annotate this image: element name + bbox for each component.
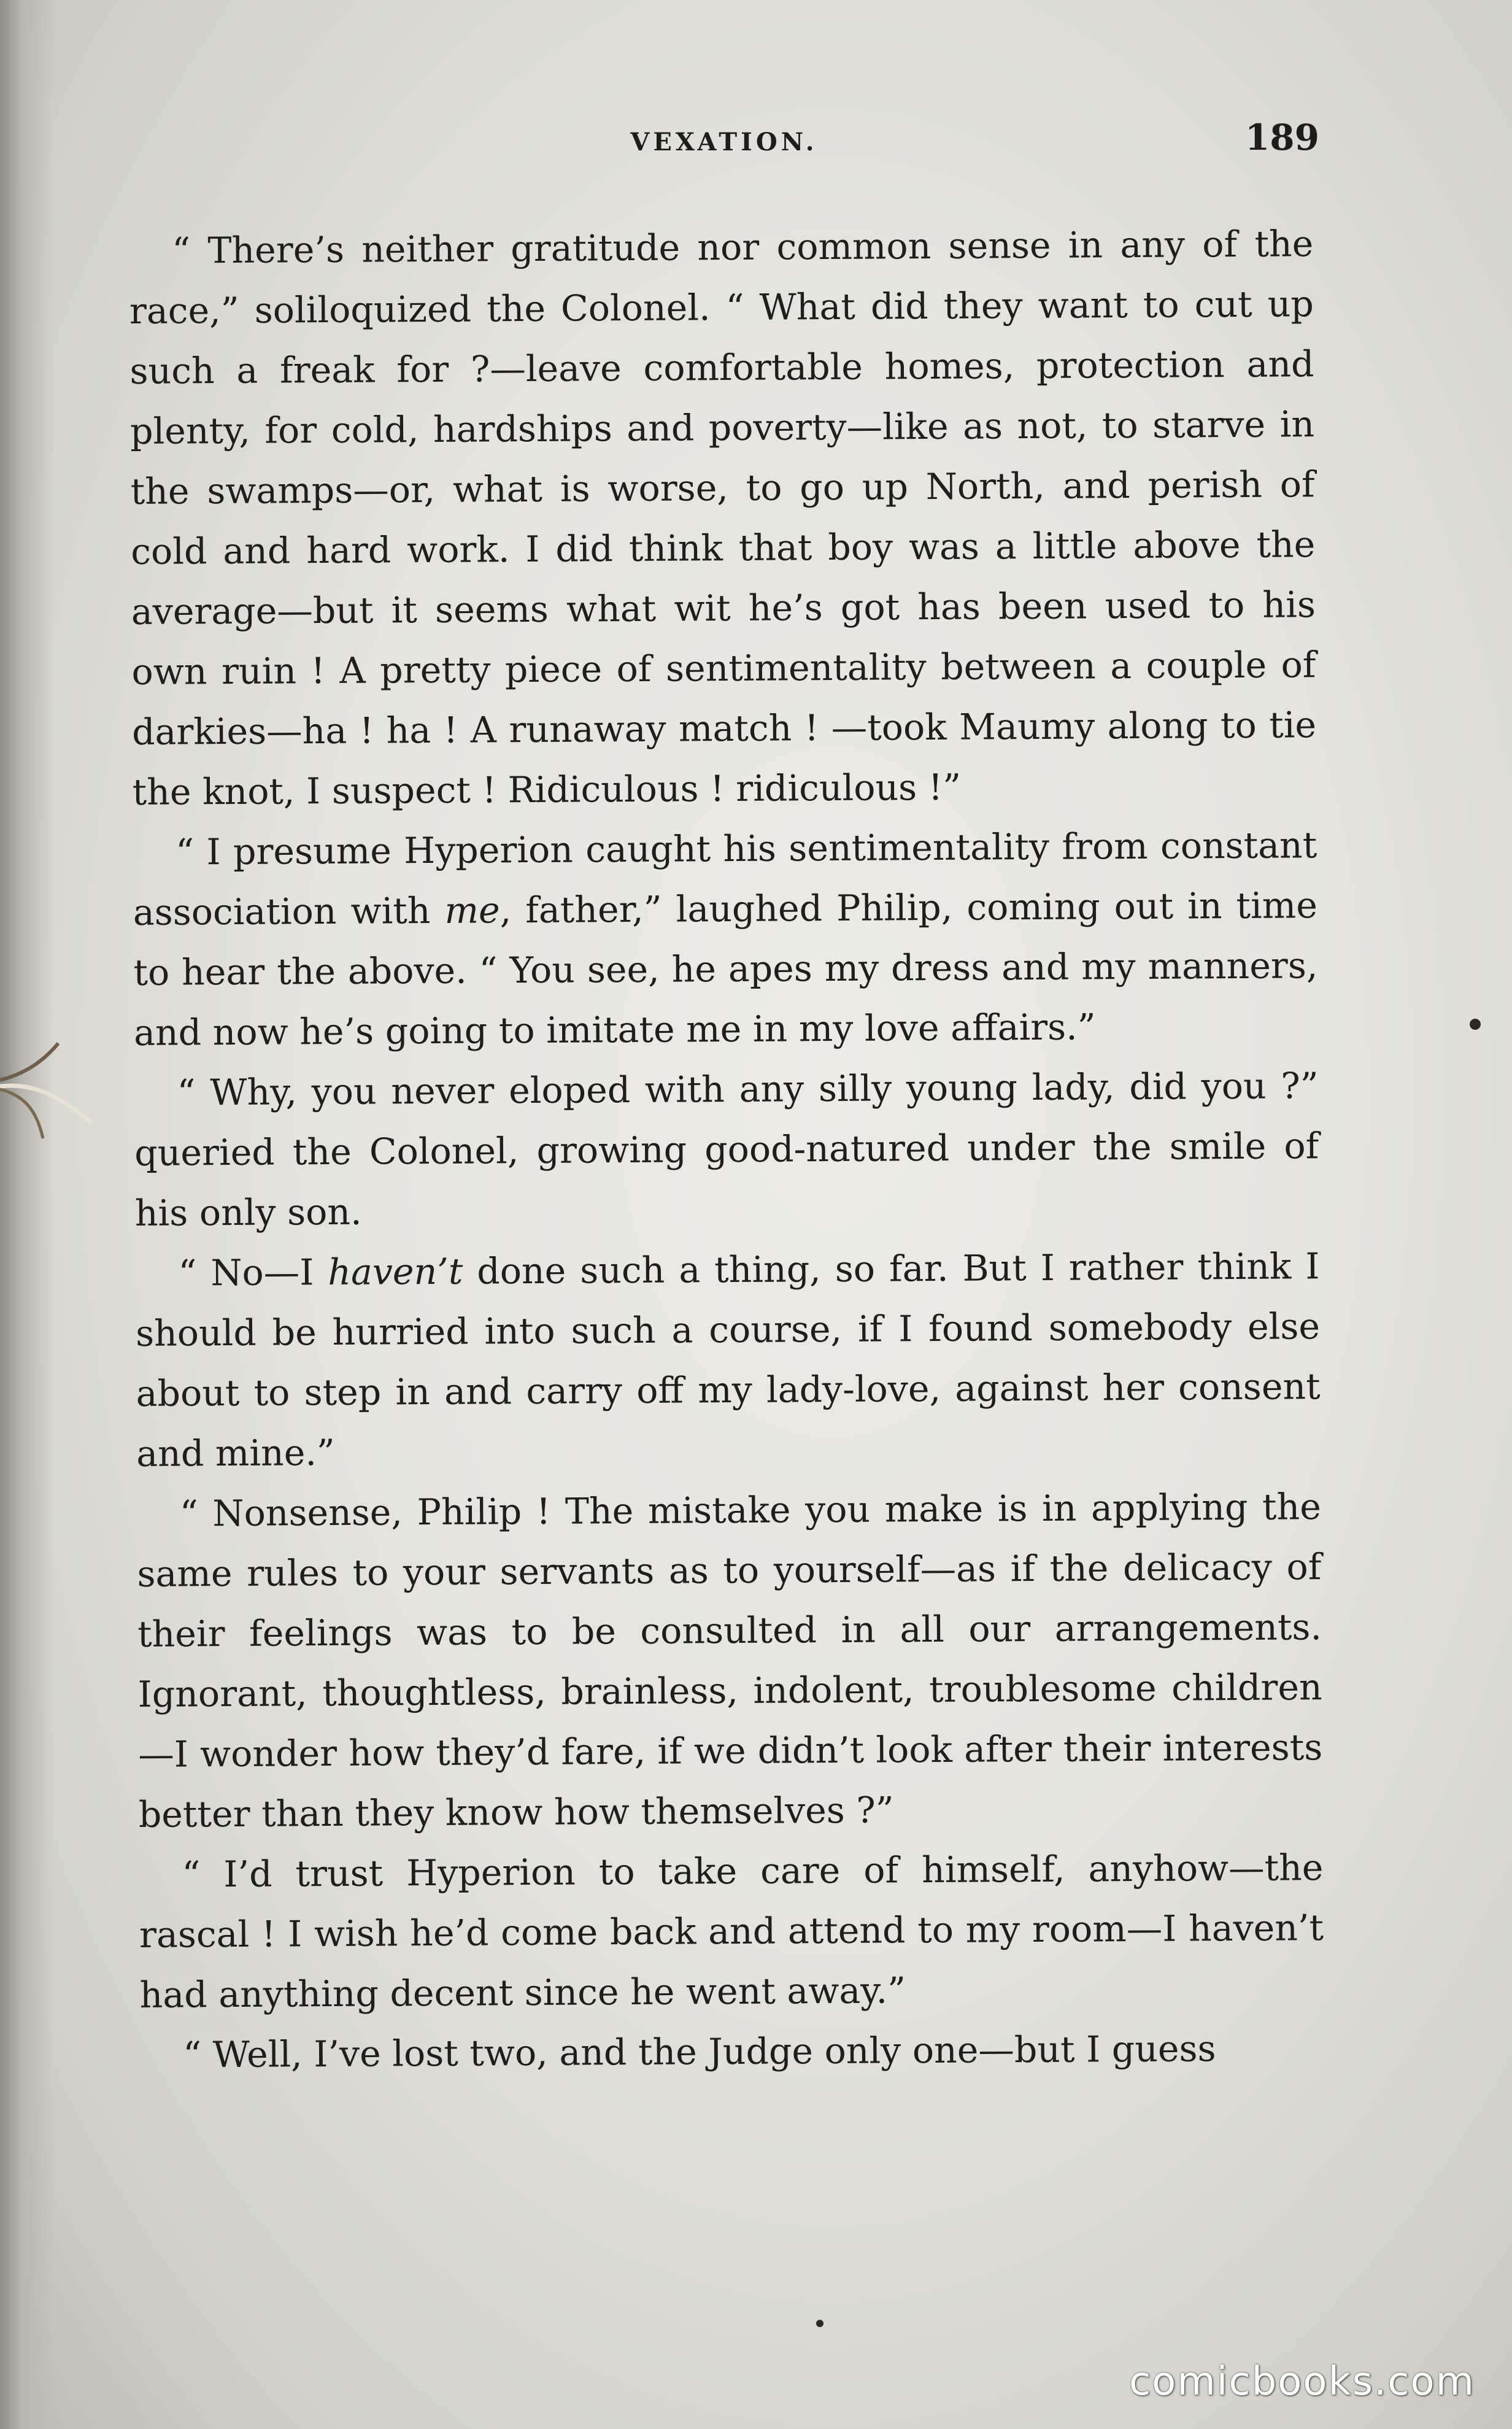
- paragraph-text: “ I presume Hyperion caught his sentimentality from constant association with: [133, 824, 1317, 933]
- ink-speck: [816, 2320, 824, 2327]
- page-gutter-shadow: [0, 0, 55, 2429]
- emphasis-text: haven’t: [328, 1250, 463, 1294]
- paragraph: “ There’s neither gratitude nor common sense in any of the race,” soliloquized the Colonel. “ What did they want to cut up such a freak for ?—leave comfortable homes, protection and plenty, for cold, hardships and poverty—like as not, to starve in the swamps—or, what is worse, to go up North, and perish of cold and hard work. I did think that boy was a little above the average—but it seems what wit he’s got has been used to his own ruin ! A pretty piece of sentimentality between a couple of darkies—ha ! ha ! A runaway match ! —took Maumy along to tie the knot, I suspect ! Ridiculous ! ridiculous !”: [129, 223, 1317, 813]
- paragraph: [135, 1236, 1321, 1484]
- page-header: [129, 117, 1319, 166]
- paragraph: [133, 815, 1318, 1063]
- binding-thread-graphic: [0, 1037, 104, 1141]
- running-head: VEXATION.: [630, 128, 818, 156]
- paragraph: “ Nonsense, Philip ! The mistake you make is in applying the same rules to your servants as to yourself—as if the delicacy of their feelings was to be consulted in all our arrangements. Ignorant, thoughtless, brainless, indolent, troublesome children—I wonder how they’d fare, if we didn’t look after their interests better than they know how themselves ?”: [137, 1486, 1323, 1836]
- paragraph: “ I’d trust Hyperion to take care of himself, anyhow—the rascal ! I wish he’d come back and attend to my room—I haven’t had anything decent since he went away.”: [139, 1847, 1324, 2016]
- emphasis-text: me: [444, 889, 500, 932]
- paragraph-text: done such a thing, so far. But I rather think I should be hurried into such a course, if I found somebody else about to step in and carry off my lady-love, against her consent and mine.”: [135, 1245, 1321, 1475]
- paragraph-text: “ No—I: [178, 1251, 328, 1294]
- paragraph-text: , father,” laughed Philip, coming out in time to hear the above. “ You see, he apes my dress and my manners, and now he’s going to imitate me in my love affairs.”: [133, 884, 1318, 1054]
- body-text: [129, 214, 1325, 2085]
- ink-speck: [1470, 1019, 1481, 1030]
- watermark: comicbooks.com: [1128, 2359, 1475, 2404]
- page-number: 189: [1244, 117, 1319, 158]
- paragraph: “ Why, you never eloped with any silly young lady, did you ?” queried the Colonel, growing good-natured under the smile of his only son.: [134, 1065, 1319, 1234]
- paragraph: “ Well, I’ve lost two, and the Judge only one—but I guess: [183, 2028, 1216, 2076]
